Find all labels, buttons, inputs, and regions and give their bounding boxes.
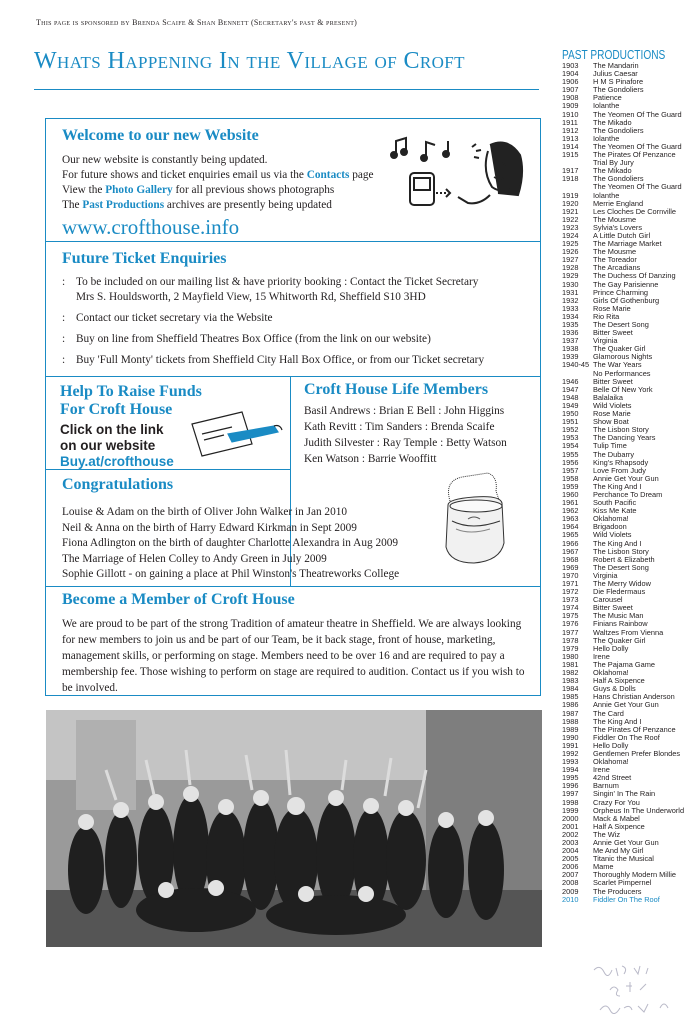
production-year: 2001 <box>562 821 579 831</box>
production-title: Barnum <box>593 781 619 791</box>
production-title: Mame <box>593 862 614 872</box>
cta-line-2: on our website <box>60 438 156 453</box>
website-url[interactable]: www.crofthouse.info <box>62 215 240 239</box>
production-title: The Mikado <box>593 117 632 127</box>
production-year: 1961 <box>562 498 579 508</box>
production-title: Wild Violets <box>593 400 632 410</box>
photo-gallery-link[interactable]: Photo Gallery <box>105 184 173 196</box>
production-row <box>562 86 692 94</box>
list-item: : To be included on our mailing list & have priority booking : Contact the Ticket Secretary <box>62 276 479 288</box>
divider-3 <box>46 469 290 470</box>
production-year: 1984 <box>562 684 579 694</box>
production-year: 1956 <box>562 457 579 467</box>
production-title: The Producers <box>593 886 642 896</box>
production-year: 1953 <box>562 433 579 443</box>
life-members-list <box>304 403 507 467</box>
title-rule <box>34 89 539 90</box>
production-year: 1911 <box>562 117 578 127</box>
production-row <box>562 329 692 337</box>
tickets-title: Future Ticket Enquiries <box>62 250 227 267</box>
production-title: Annie Get Your Gun <box>593 700 659 710</box>
production-year: 1955 <box>562 449 579 459</box>
production-title: Half A Sixpence <box>593 676 645 686</box>
production-title: H M S Pinafore <box>593 77 644 87</box>
production-title: The Dancing Years <box>593 433 656 443</box>
production-year: 1975 <box>562 611 579 621</box>
production-year: 1991 <box>562 740 579 750</box>
production-title: The Gondoliers <box>593 125 644 135</box>
group-photo <box>46 710 542 947</box>
list-item: Basil Andrews : Brian E Bell : John Higgins <box>304 405 505 417</box>
list-item: Neil & Anna on the birth of Harry Edward Kirkman in Sept 2009 <box>62 521 357 534</box>
production-year: 1938 <box>562 344 579 354</box>
production-title: Annie Get Your Gun <box>593 838 659 847</box>
production-title: The Mikado <box>593 166 632 176</box>
production-title: The Gay Parisienne <box>593 279 659 289</box>
list-item: Ken Watson : Barrie Wooffitt <box>304 453 437 465</box>
production-year: 1910 <box>562 109 579 119</box>
divider-1 <box>46 241 540 242</box>
production-title: Sylvia's Lovers <box>593 222 643 232</box>
production-year: 1985 <box>562 692 579 702</box>
computer-user-illustration <box>390 133 530 233</box>
production-year: 1972 <box>562 587 579 597</box>
production-year: 1940-45 <box>562 360 590 370</box>
production-year: 1913 <box>562 133 579 143</box>
list-item: : Buy 'Full Monty' tickets from Sheffield City Hall Box Office, or from our Ticket secretary <box>62 354 485 366</box>
production-title: The Wiz <box>593 829 621 839</box>
past-productions-link[interactable]: Past Productions <box>82 199 165 211</box>
production-year: 1957 <box>562 465 579 475</box>
production-title: The Card <box>593 708 624 718</box>
production-title: The Desert Song <box>593 562 649 572</box>
production-row <box>562 434 692 442</box>
production-year: 1928 <box>562 263 579 273</box>
production-year: 2002 <box>562 829 579 839</box>
production-year: 1946 <box>562 376 579 386</box>
production-title: The War Years <box>593 360 642 370</box>
production-year: 1992 <box>562 748 579 758</box>
production-title: Bitter Sweet <box>593 603 633 613</box>
production-title: Robert & Elizabeth <box>593 554 655 564</box>
production-title: Trial By Jury <box>593 158 634 168</box>
production-row <box>562 515 692 523</box>
production-year: 1952 <box>562 425 579 435</box>
production-year: 1994 <box>562 765 579 775</box>
production-year: 1987 <box>562 708 579 718</box>
production-title: The Mousme <box>593 247 637 257</box>
production-title: Annie Get Your Gun <box>593 473 659 483</box>
production-title: Finians Rainbow <box>593 619 648 629</box>
production-title: Patience <box>593 93 622 103</box>
production-row <box>562 645 692 653</box>
production-title: Oklahoma! <box>593 757 629 767</box>
production-year: 1929 <box>562 271 579 281</box>
production-row <box>562 701 692 709</box>
welcome-line-3: View the Photo Gallery for all previous shows photographs <box>62 184 335 196</box>
production-year: 1979 <box>562 643 579 653</box>
funds-title-2: For Croft House <box>60 401 173 418</box>
production-title: Fiddler On The Roof <box>593 732 660 742</box>
production-year: 1997 <box>562 789 579 799</box>
production-row <box>562 127 692 135</box>
production-title: Thoroughly Modern Millie <box>593 870 676 880</box>
production-title: Half A Sixpence <box>593 821 645 831</box>
production-title: The Quaker Girl <box>593 635 646 645</box>
production-year: 1995 <box>562 773 579 783</box>
production-title: Brigadoon <box>593 522 627 532</box>
list-item: Judith Silvester : Ray Temple : Betty Watson <box>304 437 507 449</box>
tickets-list <box>62 275 484 368</box>
past-productions-list <box>562 62 692 904</box>
production-title: Virginia <box>593 570 618 580</box>
production-title: Perchance To Dream <box>593 489 663 499</box>
production-title: Crazy For You <box>593 797 640 807</box>
news-box <box>45 118 541 696</box>
production-year: 2003 <box>562 838 579 847</box>
membership-body: We are proud to be part of the strong Tradition of amateur theatre in Sheffield. We are always looking for new members to join us and be part of our Team, be it back stage, front of house, marketing, management skills, or performing on stage. Members need to be over 16 and are required to pay a membership fee. Those wishing to perform on stage are required to audition. Contact us if you wish to be involved. <box>62 618 525 694</box>
cheque-pen-illustration <box>188 404 284 460</box>
production-year: 1936 <box>562 328 579 338</box>
production-year: 2009 <box>562 886 579 896</box>
production-row <box>562 774 692 782</box>
production-year: 1925 <box>562 239 579 249</box>
production-title: Wild Violets <box>593 530 632 540</box>
production-title: The Mousme <box>593 214 637 224</box>
production-row <box>562 758 692 766</box>
production-year: 1977 <box>562 627 579 637</box>
production-title: Kiss Me Kate <box>593 506 637 516</box>
production-year: 1922 <box>562 214 579 224</box>
production-title: Titanic the Musical <box>593 854 654 864</box>
production-year: 1950 <box>562 409 579 419</box>
production-year: 1989 <box>562 724 579 734</box>
page-title: Whats Happening In the Village of Croft <box>34 48 465 74</box>
production-title: The Lisbon Story <box>593 425 649 435</box>
production-year: 1923 <box>562 222 579 232</box>
production-title: The King And I <box>593 538 642 548</box>
production-row <box>562 896 692 904</box>
production-year: 1947 <box>562 384 579 394</box>
welcome-line-4: The Past Productions archives are presently being updated <box>62 199 332 211</box>
production-year: 1964 <box>562 522 579 532</box>
production-title: Fiddler On The Roof <box>593 894 660 904</box>
production-title: The Dubarry <box>593 449 635 459</box>
funds-cta <box>60 422 174 470</box>
congratulations-title: Congratulations <box>62 476 174 493</box>
production-year: 1990 <box>562 732 579 742</box>
buy-at-link[interactable]: Buy.at/crofthouse <box>60 454 174 469</box>
past-productions-sidebar <box>562 48 692 904</box>
production-year: 1978 <box>562 635 579 645</box>
production-year: 1998 <box>562 797 579 807</box>
production-year: 1930 <box>562 279 579 289</box>
production-title: Prince Charming <box>593 287 649 297</box>
list-item: Sophie Gillott - on gaining a place at Phil Winston's Theatreworks College <box>62 568 400 580</box>
production-title: Les Cloches De Cornville <box>593 206 676 216</box>
production-year: 1968 <box>562 554 579 564</box>
sponsor-line: This page is sponsored by Brenda Scaife & Shan Bennett (Secretary's past & present) <box>36 18 358 27</box>
production-title: No Performances <box>593 368 651 378</box>
production-title: Belle Of New York <box>593 384 653 394</box>
production-row <box>562 305 692 313</box>
production-title: Virginia <box>593 336 618 346</box>
production-title: The Quaker Girl <box>593 344 646 354</box>
production-title: Balalaika <box>593 392 623 402</box>
list-item: : Buy on line from Sheffield Theatres Box Office (from the link on our website) <box>62 333 431 345</box>
production-row <box>562 94 692 102</box>
welcome-line-1: Our new website is constantly being updated. <box>62 154 268 166</box>
production-title: Orpheus In The Underworld <box>593 805 685 815</box>
production-title: Mack & Mabel <box>593 813 640 823</box>
production-title: Die Fledermaus <box>593 587 646 597</box>
production-row <box>562 183 692 191</box>
production-year: 1970 <box>562 570 579 580</box>
production-year: 2008 <box>562 878 579 888</box>
production-year: 1959 <box>562 481 579 491</box>
list-item: Mrs S. Houldsworth, 2 Mayfield View, 15 Whitworth Rd, Sheffield S10 3HD <box>76 291 426 303</box>
production-title: Carousel <box>593 595 623 605</box>
production-title: The Pajama Game <box>593 659 656 669</box>
past-productions-title: PAST PRODUCTIONS <box>562 47 666 62</box>
production-title: King's Rhapsody <box>593 457 649 467</box>
divider-4 <box>46 586 540 587</box>
production-title: Girls Of Gothenburg <box>593 295 660 305</box>
production-year: 1904 <box>562 69 579 79</box>
production-title: The Yeomen Of The Guard <box>593 182 682 192</box>
production-year: 2005 <box>562 854 579 864</box>
production-title: Rose Marie <box>593 303 631 313</box>
production-title: Gentlemen Prefer Blondes <box>593 748 681 758</box>
production-year: 1903 <box>562 61 579 70</box>
production-year: 1962 <box>562 506 579 516</box>
production-title: Me And My Girl <box>593 846 644 856</box>
production-year: 2000 <box>562 813 579 823</box>
production-title: Bitter Sweet <box>593 328 633 338</box>
production-year: 2010 <box>562 894 579 904</box>
production-title: Singin' In The Rain <box>593 789 656 799</box>
production-title: Waltzes From Vienna <box>593 627 664 637</box>
production-title: The Yeomen Of The Guard <box>593 141 682 151</box>
production-title: 42nd Street <box>593 773 632 783</box>
production-title: The Music Man <box>593 611 644 621</box>
funds-title-1: Help To Raise Funds <box>60 383 202 400</box>
production-year: 2006 <box>562 862 579 872</box>
production-year: 1969 <box>562 562 579 572</box>
production-title: Irene <box>593 765 610 775</box>
production-row <box>562 855 692 863</box>
production-title: Rio Rita <box>593 311 620 321</box>
production-title: The Toreador <box>593 255 637 265</box>
production-year: 1993 <box>562 757 579 767</box>
production-title: Love From Judy <box>593 465 646 475</box>
production-year: 1973 <box>562 595 579 605</box>
production-title: Bitter Sweet <box>593 376 633 386</box>
production-row <box>562 386 692 394</box>
production-year: 1921 <box>562 206 579 216</box>
production-title: Hans Christian Anderson <box>593 692 675 702</box>
champagne-cork-illustration <box>438 471 514 567</box>
production-year: 1983 <box>562 676 579 686</box>
list-item: The Marriage of Helen Colley to Andy Green in July 2009 <box>62 552 327 565</box>
production-year: 1915 <box>562 150 579 160</box>
production-title: Oklahoma! <box>593 668 629 678</box>
production-title: The Marriage Market <box>593 239 662 249</box>
production-year: 1926 <box>562 247 579 257</box>
production-year: 1932 <box>562 295 579 305</box>
production-title: Rose Marie <box>593 409 631 419</box>
divider-2 <box>46 376 540 377</box>
production-year: 1920 <box>562 198 579 208</box>
production-title: The Pirates Of Penzance <box>593 724 676 734</box>
production-year: 1914 <box>562 141 579 151</box>
production-title: The Duchess Of Danzing <box>593 271 676 281</box>
production-year: 1924 <box>562 230 579 240</box>
production-year: 1949 <box>562 400 579 410</box>
production-title: Merrie England <box>593 198 644 208</box>
production-title: Guys & Dolls <box>593 684 636 694</box>
production-year: 1918 <box>562 174 579 184</box>
production-year: 1965 <box>562 530 579 540</box>
production-year: 1937 <box>562 336 579 346</box>
production-year: 1988 <box>562 716 579 726</box>
production-title: The Pirates Of Penzance <box>593 150 676 160</box>
production-year: 1919 <box>562 190 579 200</box>
list-item: Louise & Adam on the birth of Oliver John Walker in Jan 2010 <box>62 506 348 518</box>
production-year: 1963 <box>562 514 579 524</box>
production-title: A Little Dutch Girl <box>593 230 651 240</box>
production-year: 1980 <box>562 651 579 661</box>
production-title: Oklahoma! <box>593 514 629 524</box>
production-title: Iolanthe <box>593 101 620 111</box>
production-title: Iolanthe <box>593 133 620 143</box>
production-title: The Arcadians <box>593 263 641 273</box>
production-year: 1951 <box>562 417 579 427</box>
welcome-title: Welcome to our new Website <box>62 127 259 144</box>
production-row <box>562 823 692 831</box>
production-title: The Lisbon Story <box>593 546 649 556</box>
production-year: 1927 <box>562 255 579 265</box>
production-title: The King And I <box>593 481 642 491</box>
production-title: Tulip Time <box>593 441 627 451</box>
list-item: : Contact our ticket secretary via the Website <box>62 312 273 324</box>
production-title: The Merry Widow <box>593 579 651 588</box>
production-year: 1909 <box>562 101 579 111</box>
production-year: 1934 <box>562 311 579 321</box>
production-year: 1996 <box>562 781 579 791</box>
production-year: 1939 <box>562 352 579 362</box>
production-title: Show Boat <box>593 417 629 427</box>
production-title: The Yeomen Of The Guard <box>593 109 682 119</box>
production-year: 1966 <box>562 538 579 548</box>
production-title: The Gondoliers <box>593 174 644 184</box>
production-year: 1960 <box>562 489 579 499</box>
production-title: The King And I <box>593 716 642 726</box>
production-year: 1967 <box>562 546 579 556</box>
production-title: South Pacific <box>593 498 637 508</box>
production-year: 1976 <box>562 619 579 629</box>
production-year: 1981 <box>562 659 579 669</box>
cta-line-1: Click on the link <box>60 422 164 437</box>
production-year: 1912 <box>562 125 579 135</box>
list-item: Kath Revitt : Tim Sanders : Brenda Scaife <box>304 421 495 433</box>
production-title: Hello Dolly <box>593 740 629 750</box>
production-title: Scarlet Pimpernel <box>593 878 652 888</box>
production-title: The Desert Song <box>593 320 649 329</box>
congratulations-list <box>62 505 399 583</box>
production-year: 1906 <box>562 77 579 87</box>
life-members-title: Croft House Life Members <box>304 381 489 398</box>
production-year: 1971 <box>562 579 579 588</box>
production-title: Irene <box>593 651 610 661</box>
welcome-line-2: For future shows and ticket enquiries email us via the Contacts page <box>62 169 374 181</box>
production-title: Iolanthe <box>593 190 620 200</box>
production-year: 1999 <box>562 805 579 815</box>
production-title: Hello Dolly <box>593 643 629 653</box>
production-year: 1974 <box>562 603 579 613</box>
production-year: 1982 <box>562 668 579 678</box>
production-row <box>562 588 692 596</box>
production-year: 1907 <box>562 85 579 95</box>
production-year: 2007 <box>562 870 579 880</box>
production-title: Julius Caesar <box>593 69 638 79</box>
production-year: 1948 <box>562 392 579 402</box>
production-year: 1933 <box>562 303 579 313</box>
production-year: 1917 <box>562 166 579 176</box>
membership-title: Become a Member of Croft House <box>62 591 295 608</box>
production-row <box>562 564 692 572</box>
production-year: 1986 <box>562 700 579 710</box>
production-year: 1931 <box>562 287 579 297</box>
production-year: 1935 <box>562 320 579 329</box>
production-year: 1908 <box>562 93 579 103</box>
production-title: The Mandarin <box>593 61 639 70</box>
production-title: Glamorous Nights <box>593 352 653 362</box>
production-year: 1954 <box>562 441 579 451</box>
production-year: 2004 <box>562 846 579 856</box>
handwritten-scribble <box>590 962 680 1022</box>
list-item: Fiona Adlington on the birth of daughter Charlotte Alexandra in Aug 2009 <box>62 537 399 549</box>
production-title: The Gondoliers <box>593 85 644 95</box>
production-year: 1958 <box>562 473 579 483</box>
group-photo-art <box>46 710 542 947</box>
contacts-link[interactable]: Contacts <box>306 169 350 181</box>
